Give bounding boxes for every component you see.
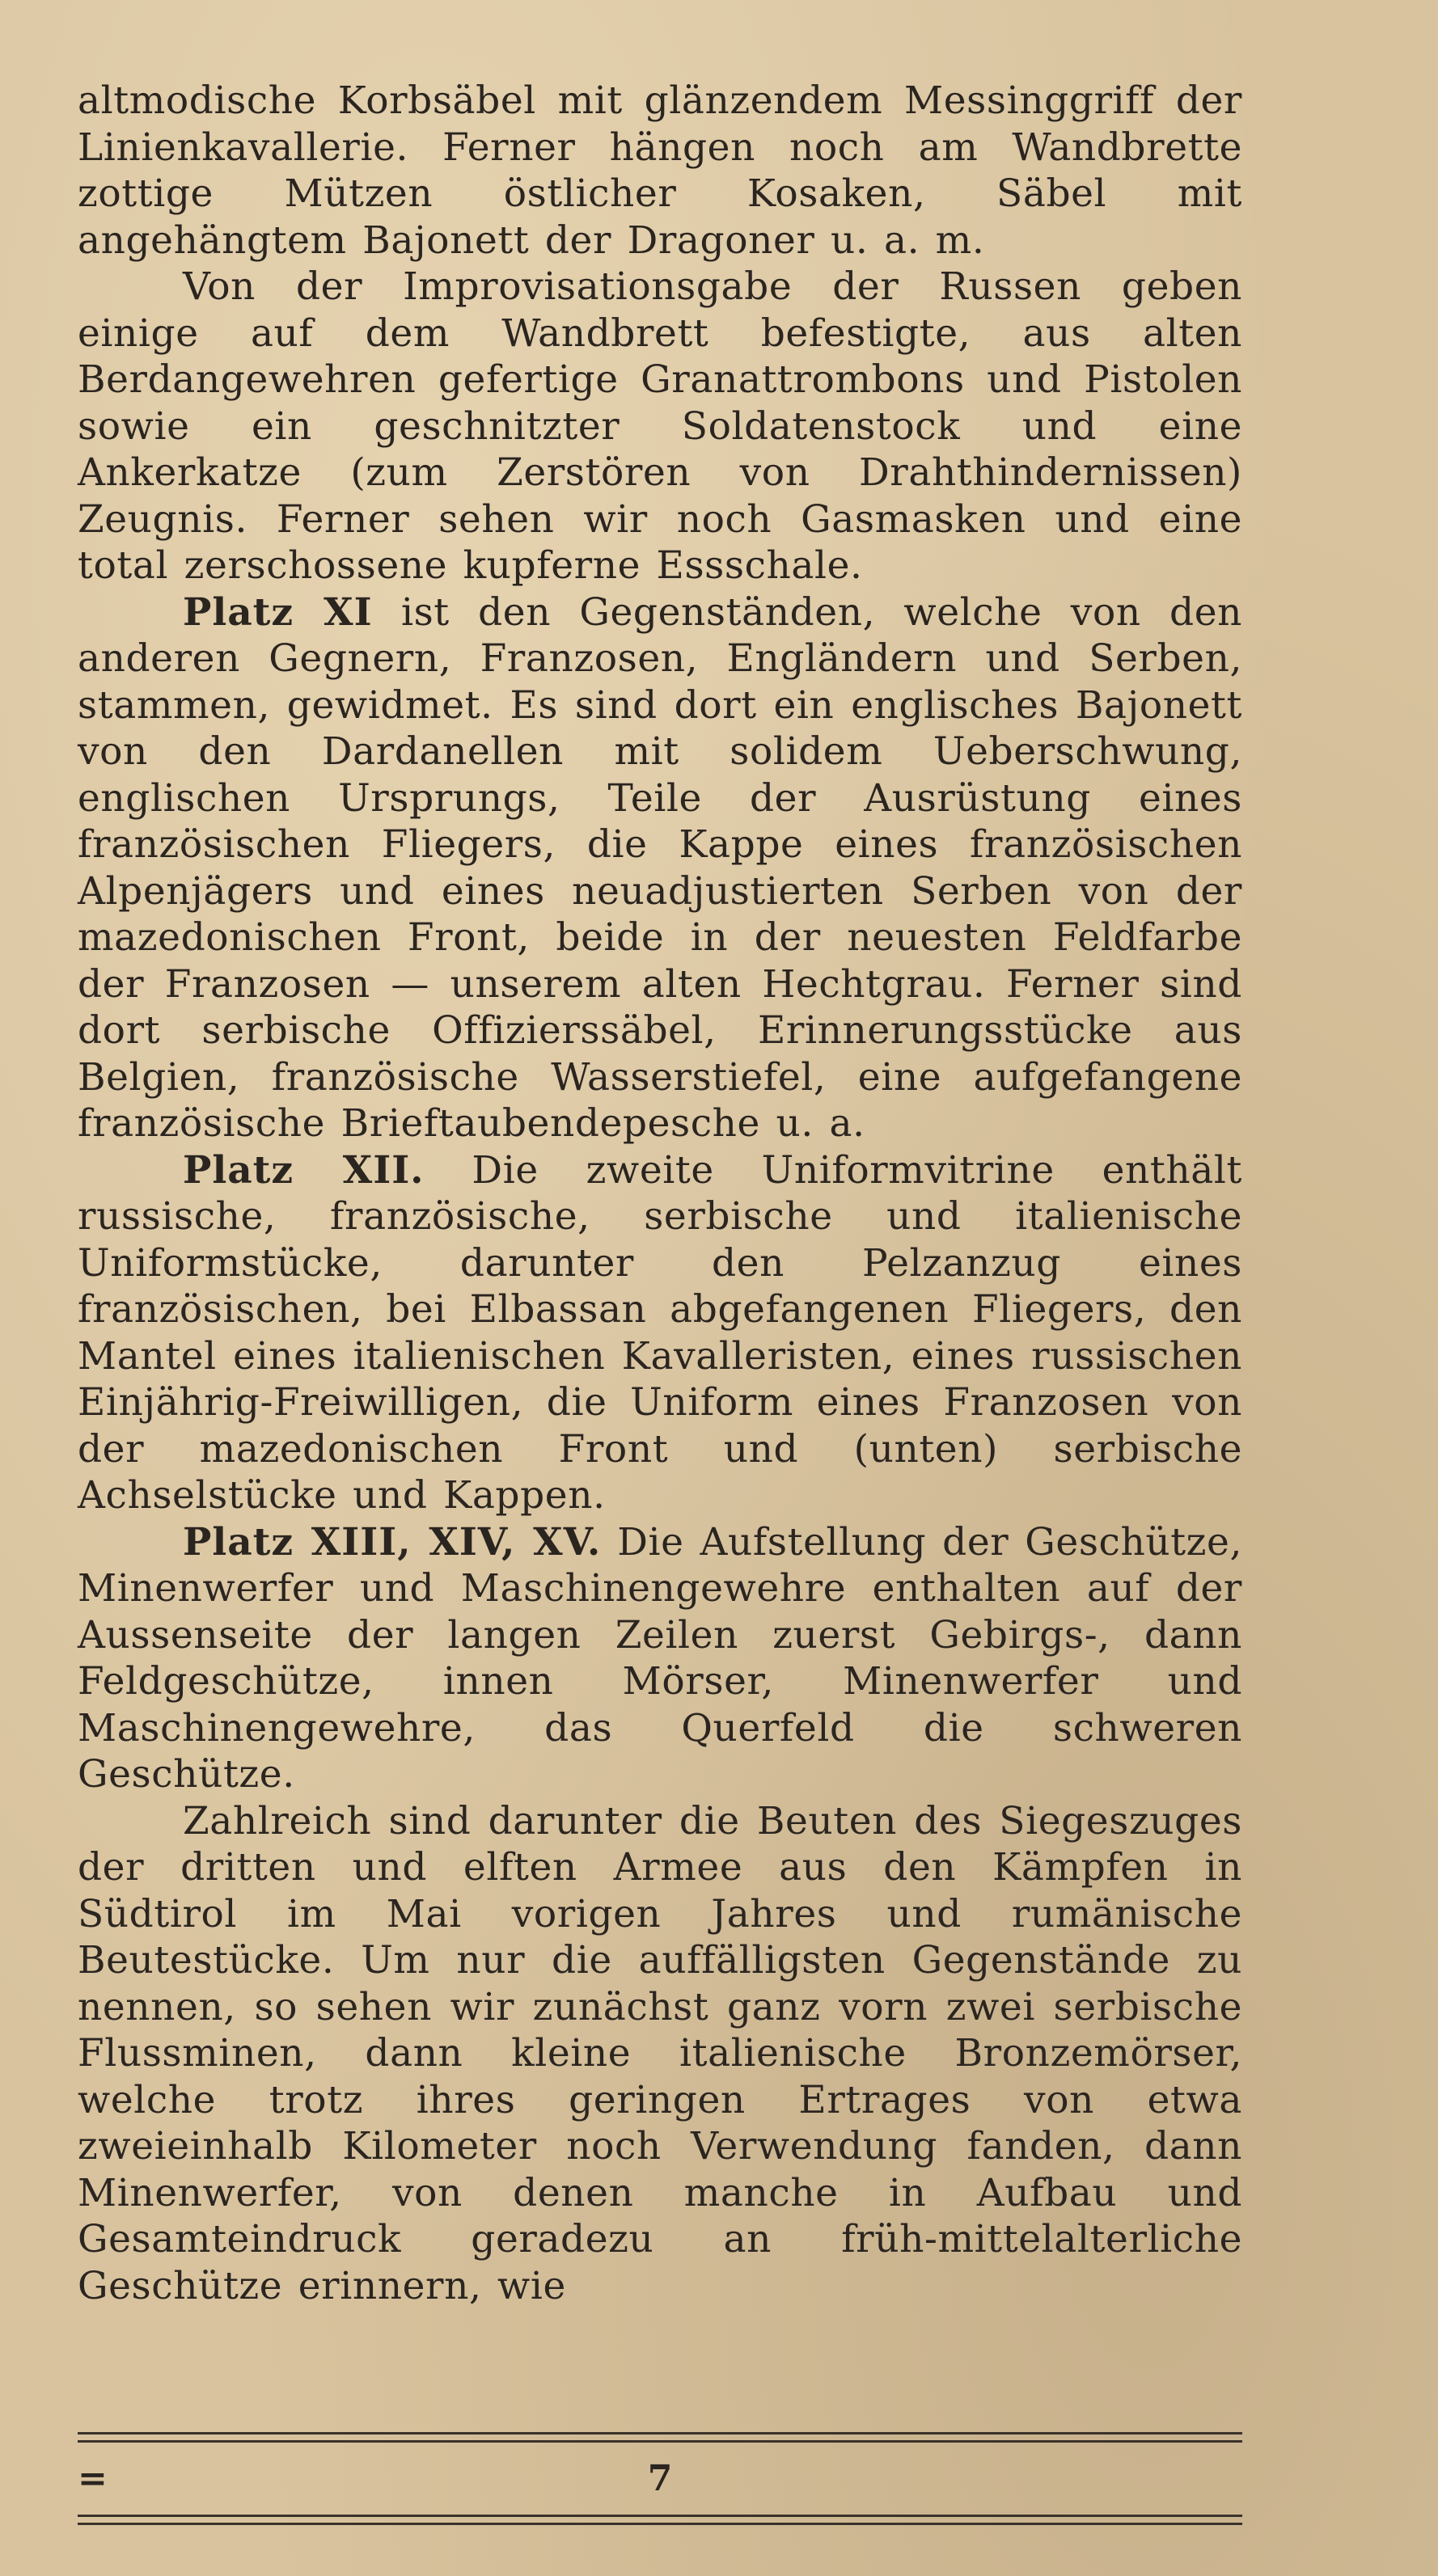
footer-mark: =: [78, 2458, 108, 2499]
page-footer: [78, 2458, 1242, 2510]
paragraph-text: Die Aufstellung der Geschütze, Minenwerfer und Maschinengewehre enthalten auf der Aussenseite der langen Zeilen zuerst Gebirgs-, dann Feldgeschütze, innen Mörser, Minenwerfer und Maschinengewehre, das Querfeld die schweren Geschütze.: [78, 1519, 1243, 1797]
page-number: 7: [647, 2458, 673, 2499]
paragraph-text: Von der Improvisationsgabe der Russen geben einige auf dem Wandbrett befestigte, aus alten Berdangewehren gefertige Granattrombons und Pistolen sowie ein geschnitzter Soldatenstock und eine Ankerkatze (zum Zerstören von Drahthindernissen) Zeugnis. Ferner sehen wir noch Gasmasken und eine total zerschossene kupferne Essschale.: [78, 264, 1242, 588]
footer-rule-bottom-double: [78, 2523, 1242, 2525]
section-lead: Platz XI: [183, 589, 373, 635]
paragraph-continuation: [78, 78, 1242, 264]
paragraph-platz-xi: [78, 589, 1242, 1147]
section-lead: Platz XIII, XIV, XV.: [183, 1519, 602, 1565]
paragraph-beuten: [78, 1798, 1242, 2310]
paragraph-improvisation: [78, 264, 1242, 589]
body-text: [78, 78, 1242, 2309]
paragraph-platz-xii: [78, 1147, 1242, 1519]
paragraph-text: Zahlreich sind darunter die Beuten des Siegeszuges der dritten und elften Armee aus den Kämpfen in Südtirol im Mai vorigen Jahres und rumänische Beutestücke. Um nur die auffälligsten Gegenstände zu nennen, so sehen wir zunächst ganz vorn zwei serbische Flussminen, dann kleine italienische Bronzemörser, welche trotz ihres geringen Ertrages von etwa zweieinhalb Kilometer noch Verwendung fanden, dann Minenwerfer, von denen manche in Aufbau und Gesamteindruck geradezu an früh-mittelalterliche Geschütze erinnern, wie: [78, 1798, 1242, 2308]
paragraph-text: ist den Gegenständen, welche von den anderen Gegnern, Franzosen, Engländern und Serben, stammen, gewidmet. Es sind dort ein englisches Bajonett von den Dardanellen mit solidem Ueberschwung, englischen Ursprungs, Teile der Ausrüstung eines französischen Fliegers, die Kappe eines französischen Alpenjägers und eines neuadjustierten Serben von der mazedonischen Front, beide in der neuesten Feldfarbe der Franzosen — unserem alten Hechtgrau. Ferner sind dort serbische Offizierssäbel, Erinnerungsstücke aus Belgien, französische Wasserstiefel, eine aufgefangene französische Brieftaubendepesche u. a.: [78, 589, 1242, 1146]
footer-rule-top-double: [78, 2440, 1242, 2443]
section-lead: Platz XII.: [183, 1147, 425, 1193]
paragraph-text: altmodische Korbsäbel mit glänzendem Messinggriff der Linienkavallerie. Ferner hängen noch am Wandbrette zottige Mützen östlicher Kosaken, Säbel mit angehängtem Bajonett der Dragoner u. a. m.: [78, 78, 1242, 263]
paragraph-text: Die zweite Uniformvitrine enthält russische, französische, serbische und italienische Uniformstücke, darunter den Pelzanzug eines französischen, bei Elbassan abgefangenen Fliegers, den Mantel eines italienischen Kavalleristen, eines russischen Einjährig-Freiwilligen, die Uniform eines Franzosen von der mazedonischen Front und (unten) serbische Achselstücke und Kappen.: [78, 1147, 1242, 1518]
paragraph-platz-xiii-xv: [78, 1519, 1242, 1798]
footer-rule-bottom: [78, 2515, 1242, 2517]
footer-rule-top: [78, 2432, 1242, 2435]
